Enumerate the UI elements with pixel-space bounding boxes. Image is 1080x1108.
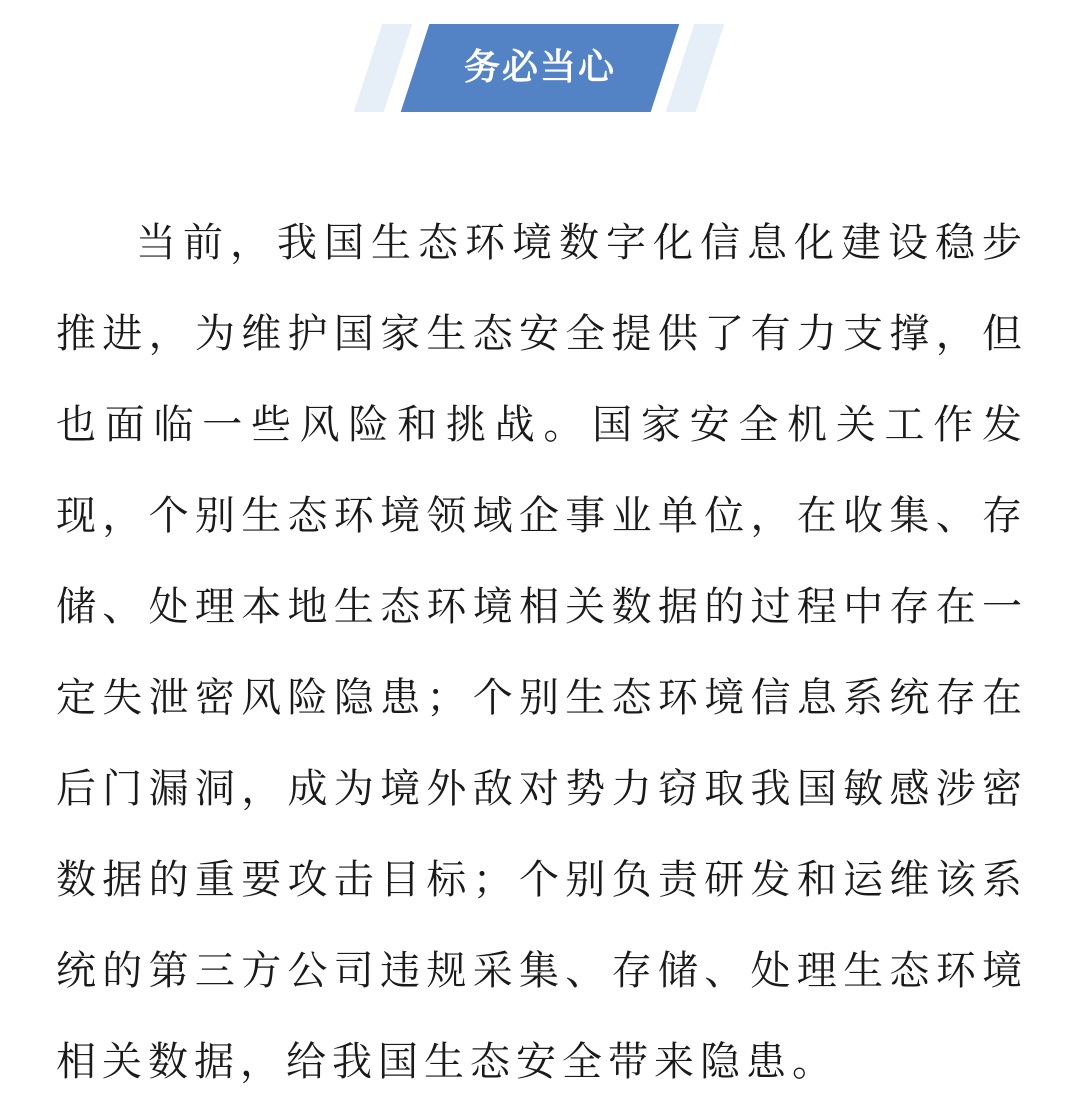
section-title: 务必当心 xyxy=(463,47,616,88)
banner-stripe-left xyxy=(354,24,413,112)
section-banner xyxy=(0,0,1080,130)
article-paragraph: 当前，我国生态环境数字化信息化建设稳步推进，为维护国家生态安全提供了有力支撑，但也面临一些风险和挑战。国家安全机关工作发现，个别生态环境领域企事业单位，在收集、存储、处理本地生态环境相关数据的过程中存在一定失泄密风险隐患；个别生态环境信息系统存在后门漏洞，成为境外敌对势力窃取我国敏感涉密数据的重要攻击目标；个别负责研发和运维该系统的第三方公司违规采集、存储、处理生态环境相关数据，给我国生态安全带来隐患。 xyxy=(56,220,1028,1085)
